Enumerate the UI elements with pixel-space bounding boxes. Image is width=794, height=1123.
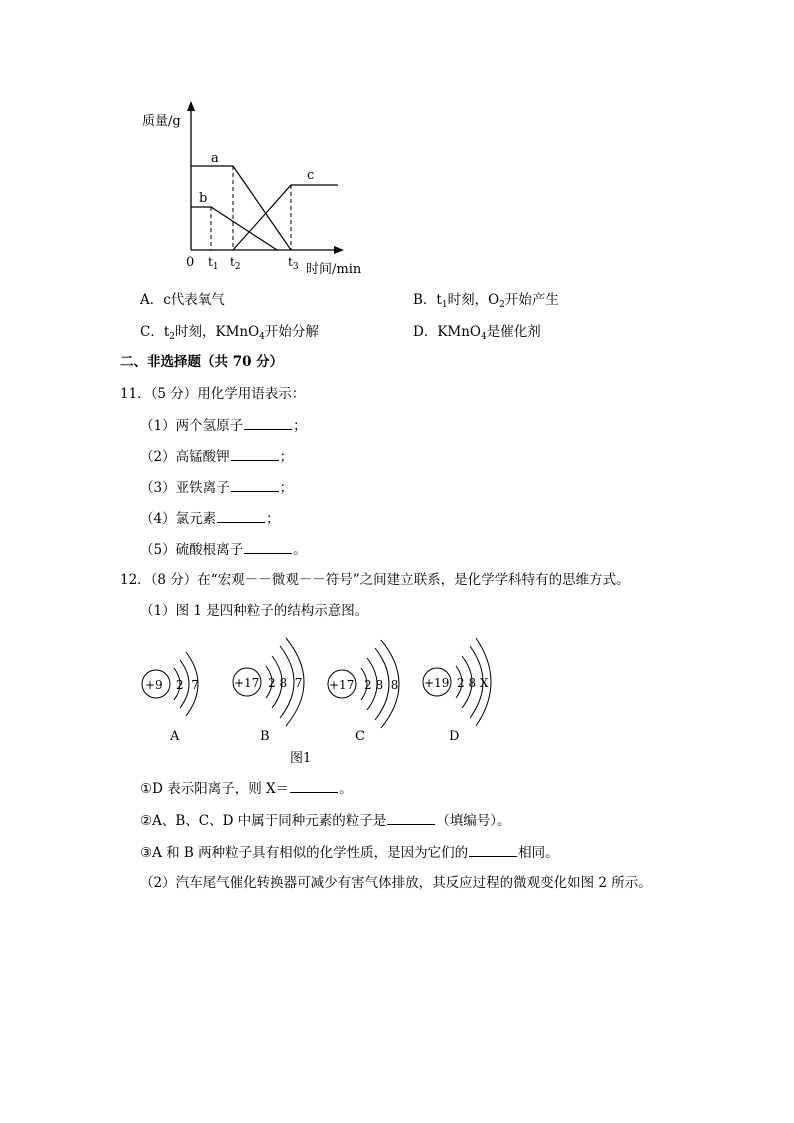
atom-b (233, 638, 304, 744)
atom-d (423, 638, 491, 744)
option-b-mid: 时刻，O (447, 292, 500, 308)
y-axis-arrow (187, 101, 195, 111)
curve-c-label: c (307, 168, 315, 183)
q11-item-4 (140, 510, 280, 527)
q12-sub3-end: 相同。 (518, 845, 559, 861)
q11-item-4-text: （4）氯元素 (140, 511, 217, 527)
x-axis-arrow (334, 246, 344, 254)
q11-item-4-blank[interactable] (217, 510, 265, 523)
atom-c-label: C (355, 729, 365, 744)
atom-a-electrons: 2 7 (176, 678, 199, 692)
q11-item-2 (140, 448, 293, 465)
q11-item-3-text: （3）亚铁离子 (140, 480, 230, 496)
atom-b-label: B (260, 729, 270, 744)
option-d-post: 是催化剂 (486, 324, 541, 340)
q11-item-5-blank[interactable] (244, 541, 292, 554)
atom-c (328, 640, 399, 744)
q11-item-1-end: ； (293, 418, 307, 434)
q12-sub2-end: （填编号）。 (436, 813, 511, 829)
atom-a (142, 652, 199, 744)
option-c-pre: C．t (140, 324, 170, 340)
q11-item-5-text: （5）硫酸根离子 (140, 542, 244, 558)
atom-a-nucleus-label: +9 (145, 678, 163, 692)
curve-a-label: a (211, 151, 219, 166)
q11-item-2-end: ； (279, 449, 294, 465)
q11-stem: 11．（5 分）用化学用语表示： (120, 386, 306, 402)
atom-b-nucleus-label: +17 (234, 676, 260, 690)
q11-item-3-blank[interactable] (231, 479, 279, 492)
option-c-mid: 时刻，KMnO (175, 324, 260, 340)
q11-item-3 (140, 479, 293, 496)
atom-c-nucleus-label: +17 (329, 678, 355, 692)
q11-item-2-blank[interactable] (231, 448, 279, 461)
q12-sub1 (140, 780, 353, 797)
option-c-sub1: 2 (169, 332, 175, 342)
option-d-sub: 4 (481, 332, 487, 342)
option-c-post: 开始分解 (264, 324, 319, 340)
q11-item-5 (140, 541, 307, 558)
q12-sub2-text: ②A、B、C、D 中属于同种元素的粒子是 (140, 813, 387, 829)
atom-d-nucleus-label: +19 (424, 676, 450, 690)
y-axis-label: 质量/g (142, 114, 181, 129)
q11-item-2-text: （2）高锰酸钾 (140, 449, 230, 465)
q12-sub1-blank[interactable] (290, 780, 338, 793)
q12-sub2-blank[interactable] (387, 812, 435, 825)
q12-sub1-end: 。 (339, 781, 353, 797)
atom-d-electrons: 2 8 X (457, 676, 489, 690)
origin-label: 0 (186, 255, 195, 270)
option-b-sub1: 1 (441, 300, 448, 310)
q11-item-4-end: ； (266, 511, 280, 527)
option-a: A．c代表氧气 (140, 292, 225, 308)
option-b-post: 开始产生 (504, 292, 559, 308)
figure-caption: 图1 (290, 751, 312, 766)
option-d (413, 324, 541, 340)
curve-c (233, 185, 338, 250)
q12-sub3 (140, 844, 559, 861)
q11-item-1-blank[interactable] (244, 417, 292, 430)
q12-part2: （2）汽车尾气催化转换器可减少有害气体排放，其反应过程的微观变化如图 2 所示。 (140, 875, 652, 891)
option-c-sub2: 4 (259, 332, 265, 342)
option-c (140, 324, 319, 340)
curve-b-label: b (199, 191, 208, 206)
q11-item-1-text: （1）两个氢原子 (140, 418, 244, 434)
tick-t3: $t_3$ (288, 255, 299, 272)
section-title: 二、非选择题（共 70 分） (120, 354, 284, 370)
tick-t2: $t_2$ (230, 255, 241, 272)
option-b (413, 292, 559, 308)
q12-part1: （1）图 1 是四种粒子的结构示意图。 (140, 603, 369, 619)
tick-t1: $t_1$ (208, 255, 219, 272)
q12-sub2 (140, 812, 510, 829)
curve-a (191, 166, 291, 250)
q12-stem: 12．（8 分）在“宏观－－微观－－符号”之间建立联系，是化学学科特有的思维方式。 (120, 572, 630, 588)
q11-item-5-end: 。 (293, 542, 307, 558)
mass-time-graph (130, 95, 370, 280)
atom-c-electrons: 2 8 8 (364, 678, 399, 692)
curve-b (191, 207, 277, 250)
atom-d-label: D (449, 729, 460, 744)
option-b-pre: B．t (413, 292, 442, 308)
x-axis-label: 时间/min (306, 262, 362, 277)
atom-structure-figure (130, 630, 510, 770)
option-d-pre: D．KMnO (413, 324, 481, 340)
q12-sub3-blank[interactable] (469, 844, 517, 857)
q12-sub1-text: ①D 表示阳离子，则 X＝ (140, 781, 290, 797)
q11-item-1 (140, 417, 307, 434)
q11-item-3-end: ； (279, 480, 294, 496)
atom-b-electrons: 2 8 7 (268, 676, 303, 690)
option-b-sub2: 2 (499, 300, 505, 310)
q12-sub3-text: ③A 和 B 两种粒子具有相似的化学性质，是因为它们的 (140, 845, 469, 861)
atom-a-label: A (170, 729, 180, 744)
